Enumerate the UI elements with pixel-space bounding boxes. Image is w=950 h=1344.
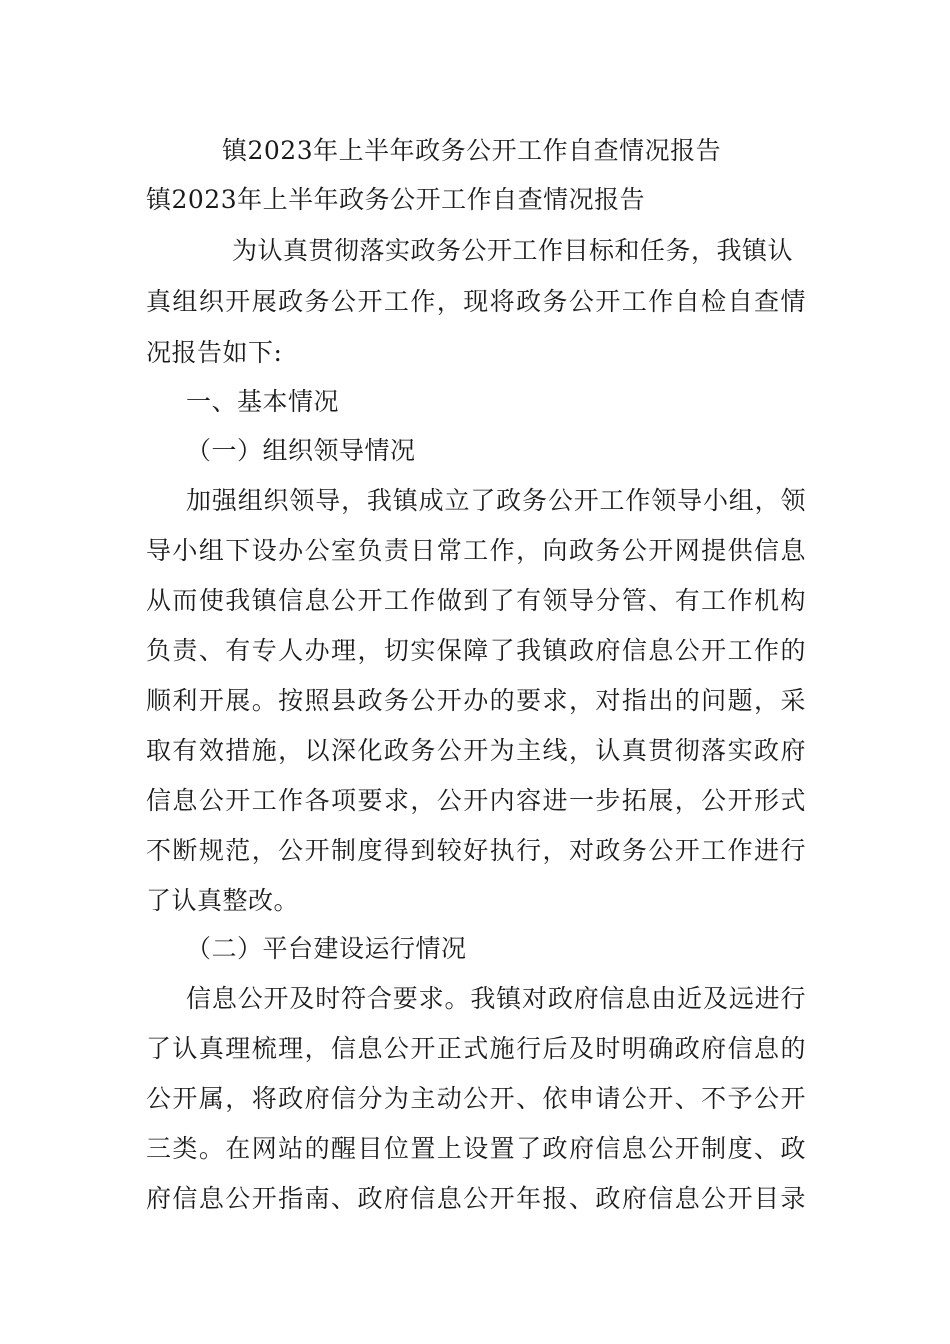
paragraph-line: 了认真理梳理，信息公开正式施行后及时明确政府信息的 xyxy=(146,1034,806,1063)
paragraph-line: 从而使我镇信息公开工作做到了有领导分管、有工作机构 xyxy=(146,586,806,615)
intro-line: 为认真贯彻落实政务公开工作目标和任务，我镇认 xyxy=(232,236,794,265)
subsection-heading: （二）平台建设运行情况 xyxy=(186,934,467,963)
paragraph-line: 加强组织领导，我镇成立了政务公开工作领导小组，领 xyxy=(186,486,806,515)
paragraph-line: 不断规范，公开制度得到较好执行，对政务公开工作进行 xyxy=(146,836,806,865)
paragraph-line: 负责、有专人办理，切实保障了我镇政府信息公开工作的 xyxy=(146,636,806,665)
paragraph-line: 信息公开工作各项要求，公开内容进一步拓展，公开形式 xyxy=(146,786,806,815)
document-title: 镇2023年上半年政务公开工作自查情况报告 xyxy=(222,136,722,165)
intro-line: 况报告如下: xyxy=(146,338,283,367)
document-subtitle: 镇2023年上半年政务公开工作自查情况报告 xyxy=(146,185,646,214)
paragraph-line: 顺利开展。按照县政务公开办的要求，对指出的问题，采 xyxy=(146,686,806,715)
paragraph-line: 信息公开及时符合要求。我镇对政府信息由近及远进行 xyxy=(186,984,806,1013)
intro-line: 真组织开展政务公开工作，现将政务公开工作自检自查情 xyxy=(146,287,806,316)
paragraph-line: 府信息公开指南、政府信息公开年报、政府信息公开目录 xyxy=(146,1184,806,1213)
paragraph-line: 公开属，将政府信分为主动公开、依申请公开、不予公开 xyxy=(146,1084,806,1113)
paragraph-line: 了认真整改。 xyxy=(146,886,300,915)
subsection-heading: （一）组织领导情况 xyxy=(186,436,416,465)
paragraph-line: 三类。在网站的醒目位置上设置了政府信息公开制度、政 xyxy=(146,1134,806,1163)
paragraph-line: 取有效措施，以深化政务公开为主线，认真贯彻落实政府 xyxy=(146,736,806,765)
section-heading: 一、基本情况 xyxy=(186,387,340,416)
paragraph-line: 导小组下设办公室负责日常工作，向政务公开网提供信息 xyxy=(146,536,806,565)
